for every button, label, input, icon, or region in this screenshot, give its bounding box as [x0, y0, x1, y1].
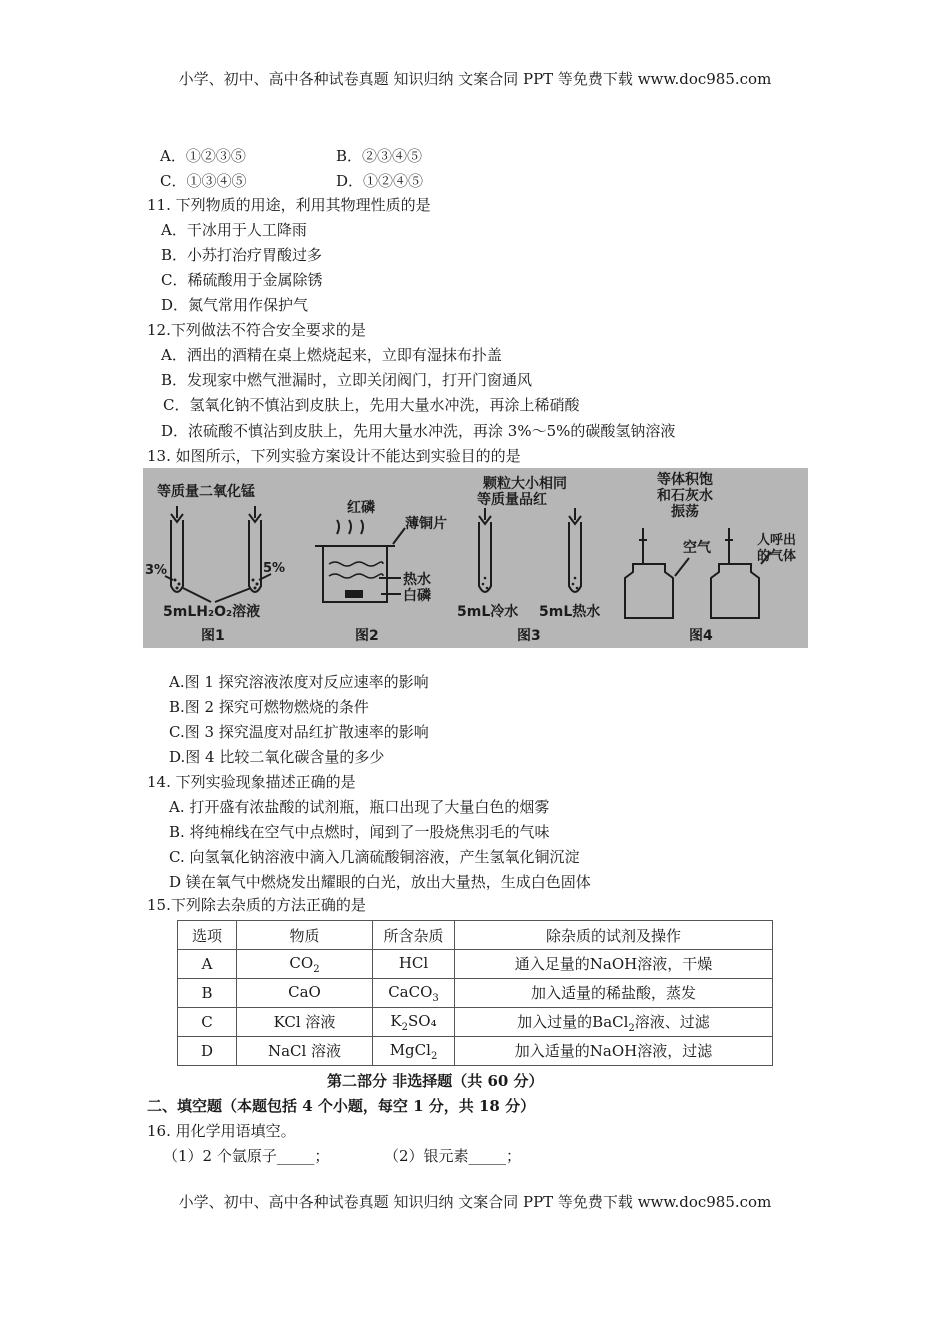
fig4-exhaled-label-2: 的气体 — [757, 549, 797, 564]
q11-option-d: D．氮气常用作保护气 — [161, 296, 309, 314]
q12-stem: 12.下列做法不符合安全要求的是 — [147, 321, 366, 339]
cell-impurity: $K_2SO_4$ — [373, 1008, 455, 1037]
table-header-row — [178, 921, 773, 950]
fig4-air-label: 空气 — [683, 540, 711, 556]
q13-experiment-figure — [143, 468, 808, 648]
table-row — [178, 1037, 773, 1066]
header-option: 选项 — [178, 921, 237, 950]
fig3-caption: 图3 — [517, 628, 541, 644]
fig1-bottom-label: 5mLH₂O₂溶液 — [163, 604, 261, 620]
q11-option-b: B．小苏打治疗胃酸过多 — [161, 246, 323, 264]
cell-substance: KCl 溶液 — [237, 1008, 373, 1037]
fig1-top-label: 等质量二氧化锰 — [157, 484, 255, 500]
cell-method: 加入适量的NaOH溶液，过滤 — [455, 1037, 773, 1066]
fig4-caption: 图4 — [689, 628, 713, 644]
cell-impurity: HCl — [373, 950, 455, 979]
q14-stem: 14. 下列实验现象描述正确的是 — [147, 773, 356, 791]
header-substance: 物质 — [237, 921, 373, 950]
q10-option-b: B．②③④⑤ — [336, 147, 423, 165]
q11-option-c: C．稀硫酸用于金属除锈 — [161, 271, 323, 289]
q14-option-c: C. 向氢氧化钠溶液中滴入几滴硫酸铜溶液，产生氢氧化铜沉淀 — [169, 848, 580, 866]
fig4-top-label-3: 振荡 — [671, 504, 699, 520]
part2-title: 第二部分 非选择题（共 60 分） — [327, 1072, 544, 1090]
q10-option-c: C．①③④⑤ — [160, 172, 247, 190]
q10-option-d: D．①②④⑤ — [336, 172, 424, 190]
q15-impurity-table — [177, 920, 773, 1066]
q13-stem: 13. 如图所示，下列实验方案设计不能达到实验目的的是 — [147, 447, 521, 465]
fig4-top-label-2: 和石灰水 — [657, 488, 713, 504]
fig1-caption: 图1 — [201, 628, 225, 644]
cell-method: 通入足量的NaOH溶液，干燥 — [455, 950, 773, 979]
fig2-white-phosphorus: 白磷 — [403, 588, 431, 604]
q11-stem: 11. 下列物质的用途，利用其物理性质的是 — [147, 196, 431, 214]
header-impurity: 所含杂质 — [373, 921, 455, 950]
q16-item-2: （2）银元素_____； — [384, 1147, 522, 1165]
q12-option-d: D．浓硫酸不慎沾到皮肤上，先用大量水冲洗，再涂 3%～5%的碳酸氢钠溶液 — [161, 422, 676, 440]
cell-method: 加入过量的BaCl$_2$溶液、过滤 — [455, 1008, 773, 1037]
cell-option: B — [178, 979, 237, 1008]
table-row — [178, 979, 773, 1008]
section2-title: 二、填空题（本题包括 4 个小题，每空 1 分，共 18 分） — [147, 1097, 536, 1115]
fig2-caption: 图2 — [355, 628, 379, 644]
q11-option-a: A．干冰用于人工降雨 — [161, 221, 307, 239]
fig3-hot-water: 5mL热水 — [539, 604, 601, 620]
cell-option: D — [178, 1037, 237, 1066]
q14-option-d: D 镁在氧气中燃烧发出耀眼的白光，放出大量热，生成白色固体 — [169, 873, 591, 891]
cell-impurity: CaCO$_3$ — [373, 979, 455, 1008]
q16-item-1: （1）2 个氩原子_____； — [163, 1147, 330, 1165]
q13-option-c: C.图 3 探究温度对品红扩散速率的影响 — [169, 723, 429, 741]
table-row — [178, 950, 773, 979]
cell-substance: $CO_2$ — [237, 950, 373, 979]
page-header: 小学、初中、高中各种试卷真题 知识归纳 文案合同 PPT 等免费下载 www.doc985.com — [178, 70, 772, 88]
fig2-copper-plate: 薄铜片 — [405, 516, 447, 532]
cell-substance: NaCl 溶液 — [237, 1037, 373, 1066]
fig2-hot-water: 热水 — [403, 572, 431, 588]
cell-option: A — [178, 950, 237, 979]
header-method: 除杂质的试剂及操作 — [455, 921, 773, 950]
fig3-top-label-1: 颗粒大小相同 — [483, 476, 567, 492]
cell-option: C — [178, 1008, 237, 1037]
fig4-top-label-1: 等体积饱 — [657, 472, 713, 488]
q14-option-b: B. 将纯棉线在空气中点燃时，闻到了一股烧焦羽毛的气味 — [169, 823, 550, 841]
q12-option-b: B．发现家中燃气泄漏时，立即关闭阀门，打开门窗通风 — [161, 371, 533, 389]
cell-method: 加入适量的稀盐酸，蒸发 — [455, 979, 773, 1008]
fig4-exhaled-label-1: 人呼出 — [757, 533, 797, 548]
q13-option-b: B.图 2 探究可燃物燃烧的条件 — [169, 698, 369, 716]
q12-option-c: C．氢氧化钠不慎沾到皮肤上，先用大量水冲洗，再涂上稀硝酸 — [163, 396, 580, 414]
fig3-top-label-2: 等质量品红 — [477, 492, 547, 508]
fig1-right-percent: 5% — [263, 561, 286, 576]
cell-substance: CaO — [237, 979, 373, 1008]
page-footer: 小学、初中、高中各种试卷真题 知识归纳 文案合同 PPT 等免费下载 www.doc985.com — [178, 1193, 772, 1211]
cell-impurity: MgCl$_2$ — [373, 1037, 455, 1066]
q12-option-a: A．洒出的酒精在桌上燃烧起来，立即有湿抹布扑盖 — [161, 346, 502, 364]
fig2-red-phosphorus: 红磷 — [347, 500, 375, 516]
fig1-left-percent: 3% — [145, 563, 168, 578]
q10-option-a: A．①②③⑤ — [160, 147, 246, 165]
q15-stem: 15.下列除去杂质的方法正确的是 — [147, 896, 366, 914]
q14-option-a: A. 打开盛有浓盐酸的试剂瓶，瓶口出现了大量白色的烟雾 — [169, 798, 550, 816]
q16-stem: 16. 用化学用语填空。 — [147, 1122, 296, 1140]
fig3-cold-water: 5mL冷水 — [457, 604, 519, 620]
q13-option-a: A.图 1 探究溶液浓度对反应速率的影响 — [169, 673, 429, 691]
table-row — [178, 1008, 773, 1037]
q13-option-d: D.图 4 比较二氧化碳含量的多少 — [169, 748, 385, 766]
